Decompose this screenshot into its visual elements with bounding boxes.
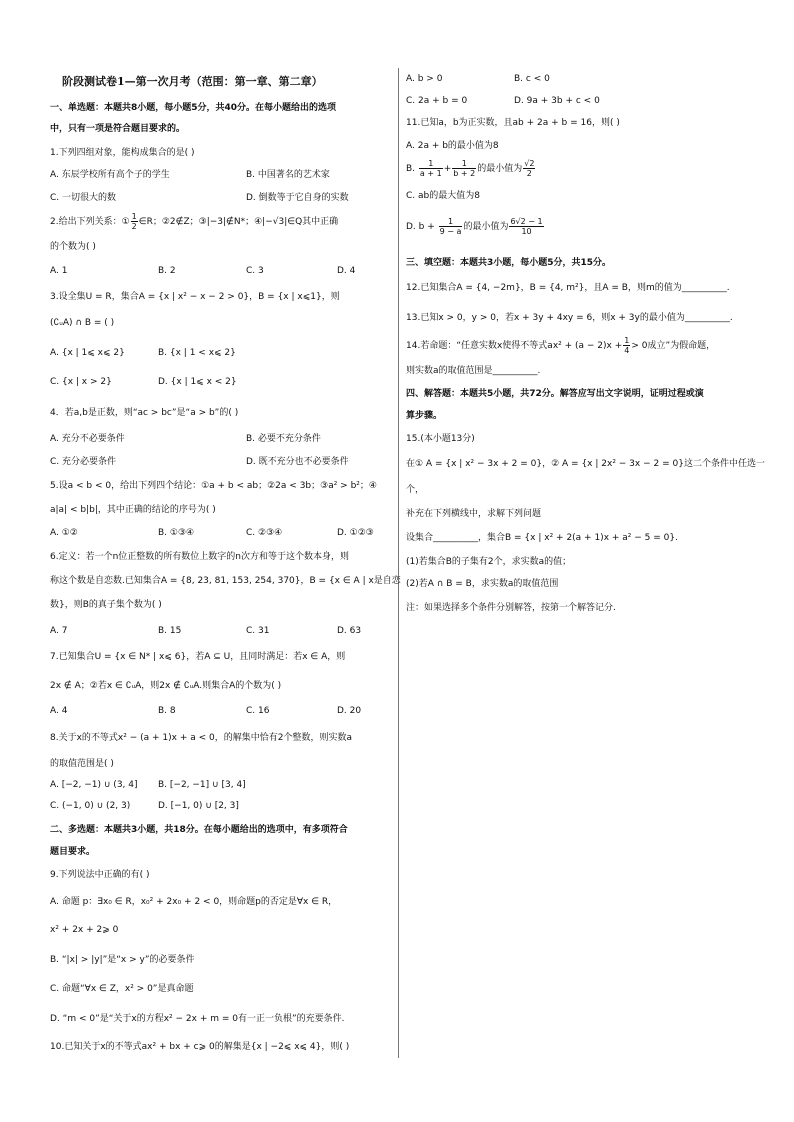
- q3-option-c: C. {x | x > 2}: [50, 377, 112, 387]
- q11-option-d: D. b + $\frac{1}{9 - a}$ 的最小值为 $\frac{6√2 - 1}{10}$: [406, 217, 543, 236]
- question-13: 13.已知x > 0，y > 0，若x + 3y + 4xy = 6，则x + 3y的最小值为__________.: [406, 313, 733, 323]
- q1-option-c: C. 一切很大的数: [50, 193, 117, 203]
- q9-option-a-line1: A. 命题 p：∃x₀ ∈ R，x₀² + 2x₀ + 2 < 0，则命题p的否定是∀x ∈ R，: [50, 897, 338, 907]
- q7-option-a: A. 4: [50, 706, 68, 716]
- question-3-line1: 3.设全集U = R，集合A = {x | x² − x − 2 > 0}，B = {x | x⩽1}，则: [50, 292, 340, 302]
- q10-option-a: A. b > 0: [406, 74, 443, 84]
- section-1-heading-line2: 中，只有一项是符合题目要求的。: [50, 124, 186, 134]
- question-3-line2: (∁ᵤA) ∩ B = ( ): [50, 318, 115, 328]
- q9-option-b: B. “|x| > |y|”是“x > y”的必要条件: [50, 955, 195, 965]
- section-1-heading-line1: 一、单选题：本题共8小题，每小题5分，共40分。在每小题给出的选项: [50, 103, 337, 113]
- question-6-line3: 数}，则B的真子集个数为( ): [50, 600, 162, 610]
- fraction-1-over-b-plus-2: $\frac{1}{b + 2}$: [453, 159, 476, 178]
- question-11: 11.已知a，b为正实数，且ab + 2a + b = 16，则( ): [406, 118, 620, 128]
- q6-option-b: B. 15: [158, 626, 182, 636]
- q4-option-a: A. 充分不必要条件: [50, 434, 125, 444]
- q8-option-b: B. [−2, −1] ∪ [3, 4]: [158, 780, 246, 790]
- question-14-line2: 则实数a的取值范围是__________.: [406, 366, 541, 376]
- question-5-line1: 5.设a < b < 0，给出下列四个结论：①a + b < ab；②2a < 3b；③a² > b²；④: [50, 481, 377, 491]
- q3-option-a: A. {x | 1⩽ x⩽ 2}: [50, 348, 125, 358]
- q7-option-c: C. 16: [246, 706, 270, 716]
- question-15-heading: 15.(本小题13分): [406, 434, 475, 444]
- q8-option-c: C. (−1, 0) ∪ (2, 3): [50, 801, 131, 811]
- q5-option-a: A. ①②: [50, 528, 78, 538]
- page-title: 阶段测试卷1—第一次月考（范围：第一章、第二章）: [62, 75, 323, 88]
- question-8-line2: 的取值范围是( ): [50, 759, 114, 769]
- question-14-line1: 14.若命题：“任意实数x使得不等式ax² + (a − 2)x + $\frac{1}{4}$ > 0成立”为假命题，: [406, 336, 716, 355]
- question-9: 9.下列说法中正确的有( ): [50, 870, 150, 880]
- question-7-line1: 7.已知集合U = {x ∈ N* | x⩽ 6}，若A ⊆ U，且同时满足：若x ∈ A，则: [50, 652, 346, 662]
- q9-option-c: C. 命题“∀x ∈ Z，x² > 0”是真命题: [50, 984, 194, 994]
- section-4-heading-line2: 算步骤。: [406, 411, 443, 421]
- q4-option-d: D. 既不充分也不必要条件: [246, 457, 349, 467]
- q4-option-b: B. 必要不充分条件: [246, 434, 321, 444]
- fraction-one-half: $\frac{1}{2}$: [131, 212, 137, 231]
- q8-option-a: A. [−2, −1) ∪ (3, 4]: [50, 780, 138, 790]
- question-15-line1: 在① A = {x | x² − 3x + 2 = 0}，② A = {x | 2x² − 3x − 2 = 0}这二个条件中任选一: [406, 459, 765, 469]
- question-8-line1: 8.关于x的不等式x² − (a + 1)x + a < 0，的解集中恰有2个整数，则实数a: [50, 733, 352, 743]
- question-10: 10.已知关于x的不等式ax² + bx + c⩾ 0的解集是{x | −2⩽ x⩽ 4}，则( ): [50, 1042, 350, 1052]
- q7-option-b: B. 8: [158, 706, 176, 716]
- q11-option-a: A. 2a + b的最小值为8: [406, 141, 499, 151]
- fraction-sqrt2-over-2: $\frac{√2}{2}$: [524, 159, 535, 178]
- question-15-line3: 补充在下列横线中，求解下列问题: [406, 509, 542, 519]
- q11-option-c: C. ab的最大值为8: [406, 191, 480, 201]
- q6-option-c: C. 31: [246, 626, 270, 636]
- question-2-line2: 的个数为( ): [50, 242, 96, 252]
- q3-option-d: D. {x | 1⩽ x < 2}: [158, 377, 237, 387]
- question-7-line2: 2x ∉ A；②若x ∈ ∁ᵤA，则2x ∉ ∁ᵤA.则集合A的个数为( ): [50, 681, 282, 691]
- fraction-one-quarter: $\frac{1}{4}$: [624, 336, 630, 355]
- fraction-1-over-9-minus-a: $\frac{1}{9 - a}$: [439, 217, 462, 236]
- q10-option-d: D. 9a + 3b + c < 0: [514, 96, 600, 106]
- question-15-line4: 设集合__________，集合B = {x | x² + 2(a + 1)x + a² − 5 = 0}.: [406, 533, 678, 543]
- q2-option-d: D. 4: [337, 266, 356, 276]
- question-6-line2: 称这个数是自恋数.已知集合A = {8, 23, 81, 153, 254, 370}，B = {x ∈ A | x是自恋: [50, 576, 401, 586]
- q5-option-b: B. ①③④: [158, 528, 195, 538]
- question-15-note: 注：如果选择多个条件分别解答，按第一个解答记分.: [406, 603, 616, 613]
- q10-option-c: C. 2a + b = 0: [406, 96, 468, 106]
- q9-option-a-line2: x² + 2x + 2⩾ 0: [50, 925, 119, 935]
- q2-option-c: C. 3: [246, 266, 264, 276]
- question-2-line1: 2.给出下列关系：① $\frac{1}{2}$ ∈R；②2∉Z；③|−3|∉N*；④|−√3|∈Q其中正确: [50, 212, 339, 231]
- q5-option-c: C. ②③④: [246, 528, 283, 538]
- question-6-line1: 6.定义：若一个n位正整数的所有数位上数字的n次方和等于这个数本身，则: [50, 552, 349, 562]
- section-2-heading-line1: 二、多选题：本题共3小题，共18分。在每小题给出的选项中，有多项符合: [50, 825, 348, 835]
- fraction-6sqrt2-minus-1-over-10: $\frac{6√2 - 1}{10}$: [510, 217, 543, 236]
- question-15-part1: (1)若集合B的子集有2个，求实数a的值；: [406, 557, 572, 567]
- question-15-part2: (2)若A ∩ B = B，求实数a的取值范围: [406, 579, 559, 589]
- q5-option-d: D. ①②③: [337, 528, 374, 538]
- fraction-1-over-a-plus-1: $\frac{1}{a + 1}$: [419, 159, 442, 178]
- q4-option-c: C. 充分必要条件: [50, 457, 117, 467]
- question-5-line2: a|a| < b|b|，其中正确的结论的序号为( ): [50, 505, 216, 515]
- q1-option-a: A. 东辰学校所有高个子的学生: [50, 170, 170, 180]
- question-15-line2: 个，: [406, 485, 425, 495]
- q9-option-d: D. “m < 0”是“关于x的方程x² − 2x + m = 0有一正一负根”的充要条件.: [50, 1014, 345, 1024]
- section-4-heading-line1: 四、解答题：本题共5小题，共72分。解答应写出文字说明，证明过程或演: [406, 389, 704, 399]
- section-3-heading: 三、填空题：本题共3小题，每小题5分，共15分。: [406, 258, 612, 268]
- question-12: 12.已知集合A = {4, −2m}，B = {4, m²}，且A = B，则m的值为__________.: [406, 283, 730, 293]
- section-2-heading-line2: 题目要求。: [50, 847, 96, 857]
- q8-option-d: D. [−1, 0) ∪ [2, 3]: [158, 801, 239, 811]
- q7-option-d: D. 20: [337, 706, 362, 716]
- q11-option-b: B. $\frac{1}{a + 1}$ + $\frac{1}{b + 2}$ 的最小值为 $\frac{√2}{2}$: [406, 159, 535, 178]
- q2-option-b: B. 2: [158, 266, 176, 276]
- question-4: 4．若a,b是正数，则“ac > bc”是“a > b”的( ): [50, 408, 239, 418]
- q1-option-d: D. 倒数等于它自身的实数: [246, 193, 349, 203]
- q6-option-a: A. 7: [50, 626, 68, 636]
- q6-option-d: D. 63: [337, 626, 362, 636]
- q1-option-b: B. 中国著名的艺术家: [246, 170, 330, 180]
- q3-option-b: B. {x | 1 < x⩽ 2}: [158, 348, 236, 358]
- question-1: 1.下列四组对象，能构成集合的是( ): [50, 148, 195, 158]
- q2-option-a: A. 1: [50, 266, 68, 276]
- q10-option-b: B. c < 0: [514, 74, 550, 84]
- column-divider: [398, 68, 399, 1058]
